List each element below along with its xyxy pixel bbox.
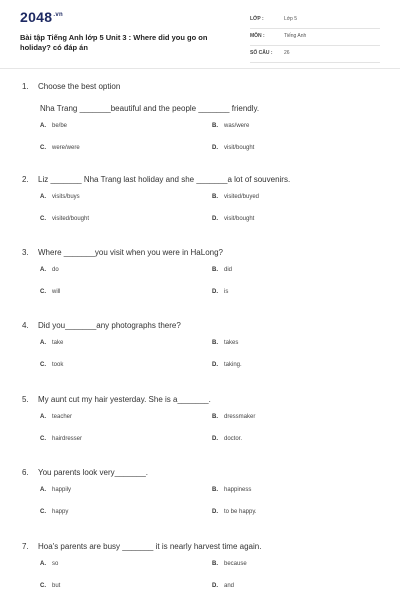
question-number: 3.	[22, 248, 29, 257]
question-number: 7.	[22, 542, 29, 551]
question-text: Where _______you visit when you were in HaLong?	[38, 248, 224, 257]
option-a[interactable]: A. visits/buys	[40, 194, 80, 200]
option-b[interactable]: B. was/were	[212, 123, 250, 129]
option-d[interactable]: D. and	[212, 583, 235, 589]
options	[22, 123, 382, 163]
meta-label: LỚP :	[250, 16, 264, 22]
question-1	[22, 81, 382, 163]
options	[22, 561, 382, 601]
option-a[interactable]: A. do	[40, 267, 59, 273]
option-b[interactable]: B. did	[212, 267, 233, 273]
question-text: Hoa's parents are busy _______ it is nearly harvest time again.	[38, 542, 262, 551]
option-c[interactable]: C. but	[40, 583, 61, 589]
option-a[interactable]: A. happily	[40, 487, 72, 493]
option-b[interactable]: B. happiness	[212, 487, 252, 493]
option-a[interactable]: A. so	[40, 561, 59, 567]
question-4	[22, 320, 382, 380]
site-logo[interactable]	[20, 9, 63, 25]
options	[22, 414, 382, 454]
logo-main-text: 2048	[20, 9, 53, 25]
option-d[interactable]: D. is	[212, 289, 229, 295]
option-d[interactable]: D. to be happy.	[212, 509, 257, 515]
option-a[interactable]: A. take	[40, 340, 64, 346]
question-6	[22, 467, 382, 527]
option-c[interactable]: C. hairdresser	[40, 436, 83, 442]
question-text: Choose the best option	[38, 82, 121, 91]
meta-value: Lớp 5	[284, 16, 298, 22]
question-number: 4.	[22, 321, 29, 330]
options	[22, 267, 382, 307]
meta-row-count	[250, 46, 380, 63]
question-text: You parents look very_______.	[38, 468, 149, 477]
options	[22, 487, 382, 527]
option-b[interactable]: B. because	[212, 561, 247, 567]
question-text: My aunt cut my hair yesterday. She is a_______.	[38, 395, 211, 404]
question-number: 2.	[22, 175, 29, 184]
question-2	[22, 174, 382, 234]
meta-row-subject	[250, 29, 380, 46]
option-c[interactable]: C. happy	[40, 509, 69, 515]
question-number: 6.	[22, 468, 29, 477]
question-7	[22, 541, 382, 601]
meta-value: Tiếng Anh	[284, 33, 307, 39]
option-c[interactable]: C. will	[40, 289, 61, 295]
option-a[interactable]: A. be/be	[40, 123, 68, 129]
header-divider	[0, 68, 400, 69]
meta-label: SỐ CÂU :	[250, 50, 273, 56]
question-number: 5.	[22, 395, 29, 404]
meta-info	[250, 12, 380, 63]
options	[22, 340, 382, 380]
option-d[interactable]: D. doctor.	[212, 436, 243, 442]
logo-suffix-text: .vn	[53, 12, 63, 19]
option-b[interactable]: B. visited/buyed	[212, 194, 260, 200]
options	[22, 194, 382, 234]
option-d[interactable]: D. visit/bought	[212, 216, 255, 222]
option-b[interactable]: B. takes	[212, 340, 239, 346]
option-c[interactable]: C. were/were	[40, 145, 80, 151]
option-a[interactable]: A. teacher	[40, 414, 73, 420]
question-text: Liz _______ Nha Trang last holiday and she _______a lot of souvenirs.	[38, 175, 291, 184]
meta-label: MÔN :	[250, 33, 265, 39]
meta-value: 26	[284, 50, 290, 56]
option-d[interactable]: D. taking.	[212, 362, 242, 368]
page-title: Bài tập Tiếng Anh lớp 5 Unit 3 : Where did you go on holiday? có đáp án	[20, 33, 208, 52]
question-number: 1.	[22, 82, 29, 91]
option-c[interactable]: C. took	[40, 362, 64, 368]
option-b[interactable]: B. dressmaker	[212, 414, 256, 420]
option-d[interactable]: D. visit/bought	[212, 145, 255, 151]
page-header	[0, 0, 400, 70]
option-c[interactable]: C. visited/bought	[40, 216, 90, 222]
question-sentence: Nha Trang _______beautiful and the people _______ friendly.	[40, 104, 260, 113]
question-3	[22, 247, 382, 307]
meta-row-class	[250, 12, 380, 29]
question-text: Did you_______any photographs there?	[38, 321, 181, 330]
question-5	[22, 394, 382, 454]
